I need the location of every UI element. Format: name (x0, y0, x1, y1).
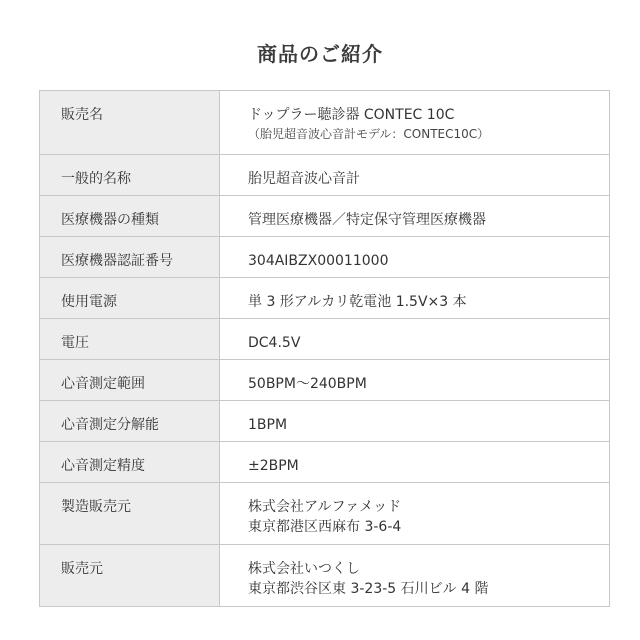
page-title: 商品のご紹介 (257, 42, 383, 66)
row-label-distributor: 販売元 (40, 545, 220, 607)
row-value-cert-number: 304AIBZX00011000 (220, 237, 610, 278)
row-value-manufacturer (220, 483, 610, 545)
row-value-hr-range: 50BPM～240BPM (220, 360, 610, 401)
row-label-hr-range: 心音測定範囲 (40, 360, 220, 401)
sales-name-text: ドップラー聴診器 CONTEC 10C (248, 107, 455, 123)
table-row (40, 483, 610, 545)
row-label-hr-resolution: 心音測定分解能 (40, 401, 220, 442)
table-row (40, 401, 610, 442)
table-row (40, 196, 610, 237)
table-row (40, 237, 610, 278)
table-row (40, 278, 610, 319)
row-value-power: 単 3 形アルカリ乾電池 1.5V×3 本 (220, 278, 610, 319)
row-value-hr-accuracy: ±2BPM (220, 442, 610, 483)
row-label-hr-accuracy: 心音測定精度 (40, 442, 220, 483)
row-label-cert-number: 医療機器認証番号 (40, 237, 220, 278)
row-value-hr-resolution: 1BPM (220, 401, 610, 442)
row-label-generic-name: 一般的名称 (40, 155, 220, 196)
row-value-sales-name (220, 91, 610, 155)
table-row (40, 360, 610, 401)
row-label-manufacturer: 製造販売元 (40, 483, 220, 545)
table-row (40, 319, 610, 360)
row-label-power: 使用電源 (40, 278, 220, 319)
manufacturer-address: 東京都港区西麻布 3-6-4 (248, 519, 402, 535)
table-row (40, 545, 610, 607)
spec-table (39, 90, 610, 607)
table-row (40, 91, 610, 155)
row-value-device-class: 管理医療機器／特定保守管理医療機器 (220, 196, 610, 237)
row-value-generic-name: 胎児超音波心音計 (220, 155, 610, 196)
row-value-voltage: DC4.5V (220, 319, 610, 360)
distributor-name: 株式会社いつくし (248, 561, 360, 577)
row-label-voltage: 電圧 (40, 319, 220, 360)
row-label-sales-name: 販売名 (40, 91, 220, 155)
sales-name-model: （胎児超音波心音計モデル：CONTEC10C） (248, 127, 490, 141)
table-row (40, 155, 610, 196)
row-label-device-class: 医療機器の種類 (40, 196, 220, 237)
distributor-address: 東京都渋谷区東 3-23-5 石川ビル 4 階 (248, 581, 489, 597)
manufacturer-name: 株式会社アルファメッド (248, 499, 402, 515)
table-row (40, 442, 610, 483)
row-value-distributor (220, 545, 610, 607)
